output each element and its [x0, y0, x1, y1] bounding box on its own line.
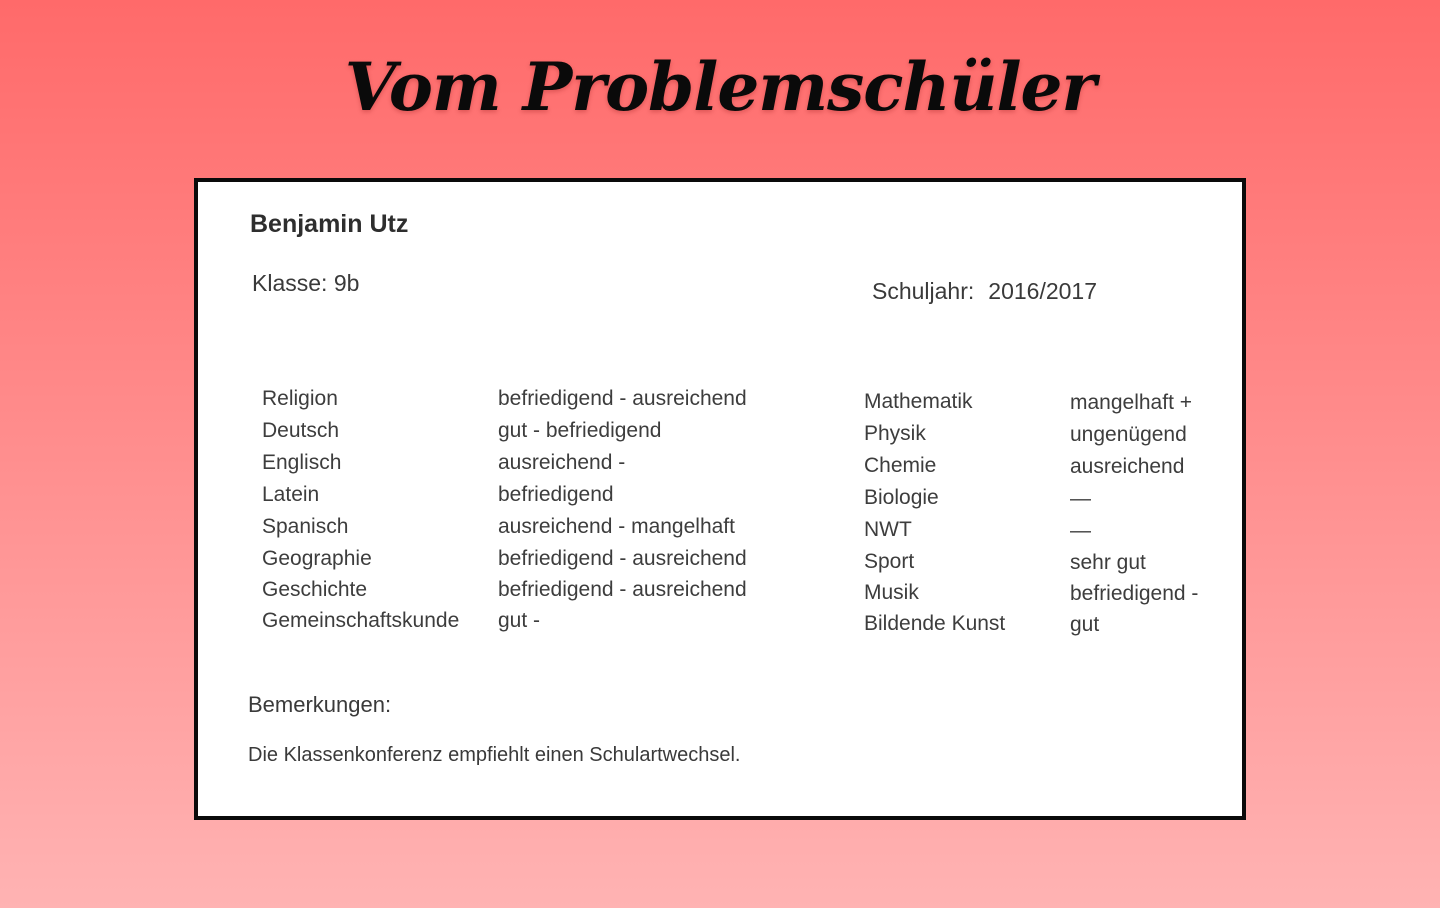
subject-name: Chemie [864, 454, 937, 477]
subject-grade: sehr gut [1070, 551, 1146, 574]
school-year [872, 278, 1097, 305]
subject-grade: ausreichend - mangelhaft [498, 515, 735, 538]
subject-name: Spanisch [262, 515, 349, 538]
remarks-label: Bemerkungen: [248, 692, 392, 717]
grade-row [198, 609, 1242, 641]
grade-row [198, 451, 1242, 483]
report-card [194, 178, 1246, 820]
remarks-text: Die Klassenkonferenz empfiehlt einen Schulartwechsel. [248, 744, 741, 766]
subject-name: Geographie [262, 547, 372, 570]
grade-row [198, 483, 1242, 515]
page-title: Vom Problemschüler [344, 48, 1096, 126]
subject-name: Geschichte [262, 578, 368, 601]
subject-grade: gut [1070, 613, 1100, 636]
class-label: Klasse: 9b [252, 270, 360, 296]
subject-name: Religion [262, 387, 338, 410]
grade-row [198, 578, 1242, 610]
subject-name: Musik [864, 581, 919, 604]
school-year-label: Schuljahr: [872, 278, 975, 304]
grade-row [198, 515, 1242, 547]
subject-name: Latein [262, 483, 320, 506]
subject-grade: gut - [498, 609, 541, 632]
student-name: Benjamin Utz [250, 210, 409, 238]
subject-grade: mangelhaft + [1070, 391, 1193, 414]
subject-name: NWT [864, 518, 912, 541]
subject-grade: befriedigend - ausreichend [498, 547, 747, 570]
subject-name: Gemeinschaftskunde [262, 609, 460, 632]
subject-grade: ausreichend [1070, 455, 1185, 478]
subject-grade: gut - befriedigend [498, 419, 662, 442]
subject-grade: befriedigend - ausreichend [498, 387, 747, 410]
grade-row [198, 547, 1242, 579]
subject-name: Mathematik [864, 390, 973, 413]
grade-row [198, 419, 1242, 451]
school-year-value: 2016/2017 [988, 278, 1098, 304]
subject-name: Physik [864, 422, 926, 445]
subject-name: Biologie [864, 486, 939, 509]
subject-grade: befriedigend [498, 483, 614, 506]
subject-grade: — [1070, 519, 1091, 542]
subject-name: Deutsch [262, 419, 340, 442]
grade-row [198, 387, 1242, 419]
subject-grade: befriedigend - [1070, 582, 1199, 605]
subject-grade: ausreichend - [498, 451, 626, 474]
subject-name: Englisch [262, 451, 342, 474]
subject-name: Bildende Kunst [864, 612, 1006, 635]
subject-grade: ungenügend [1070, 423, 1187, 446]
subject-name: Sport [864, 550, 915, 573]
subject-grade: befriedigend - ausreichend [498, 578, 747, 601]
subject-grade: — [1070, 487, 1091, 510]
